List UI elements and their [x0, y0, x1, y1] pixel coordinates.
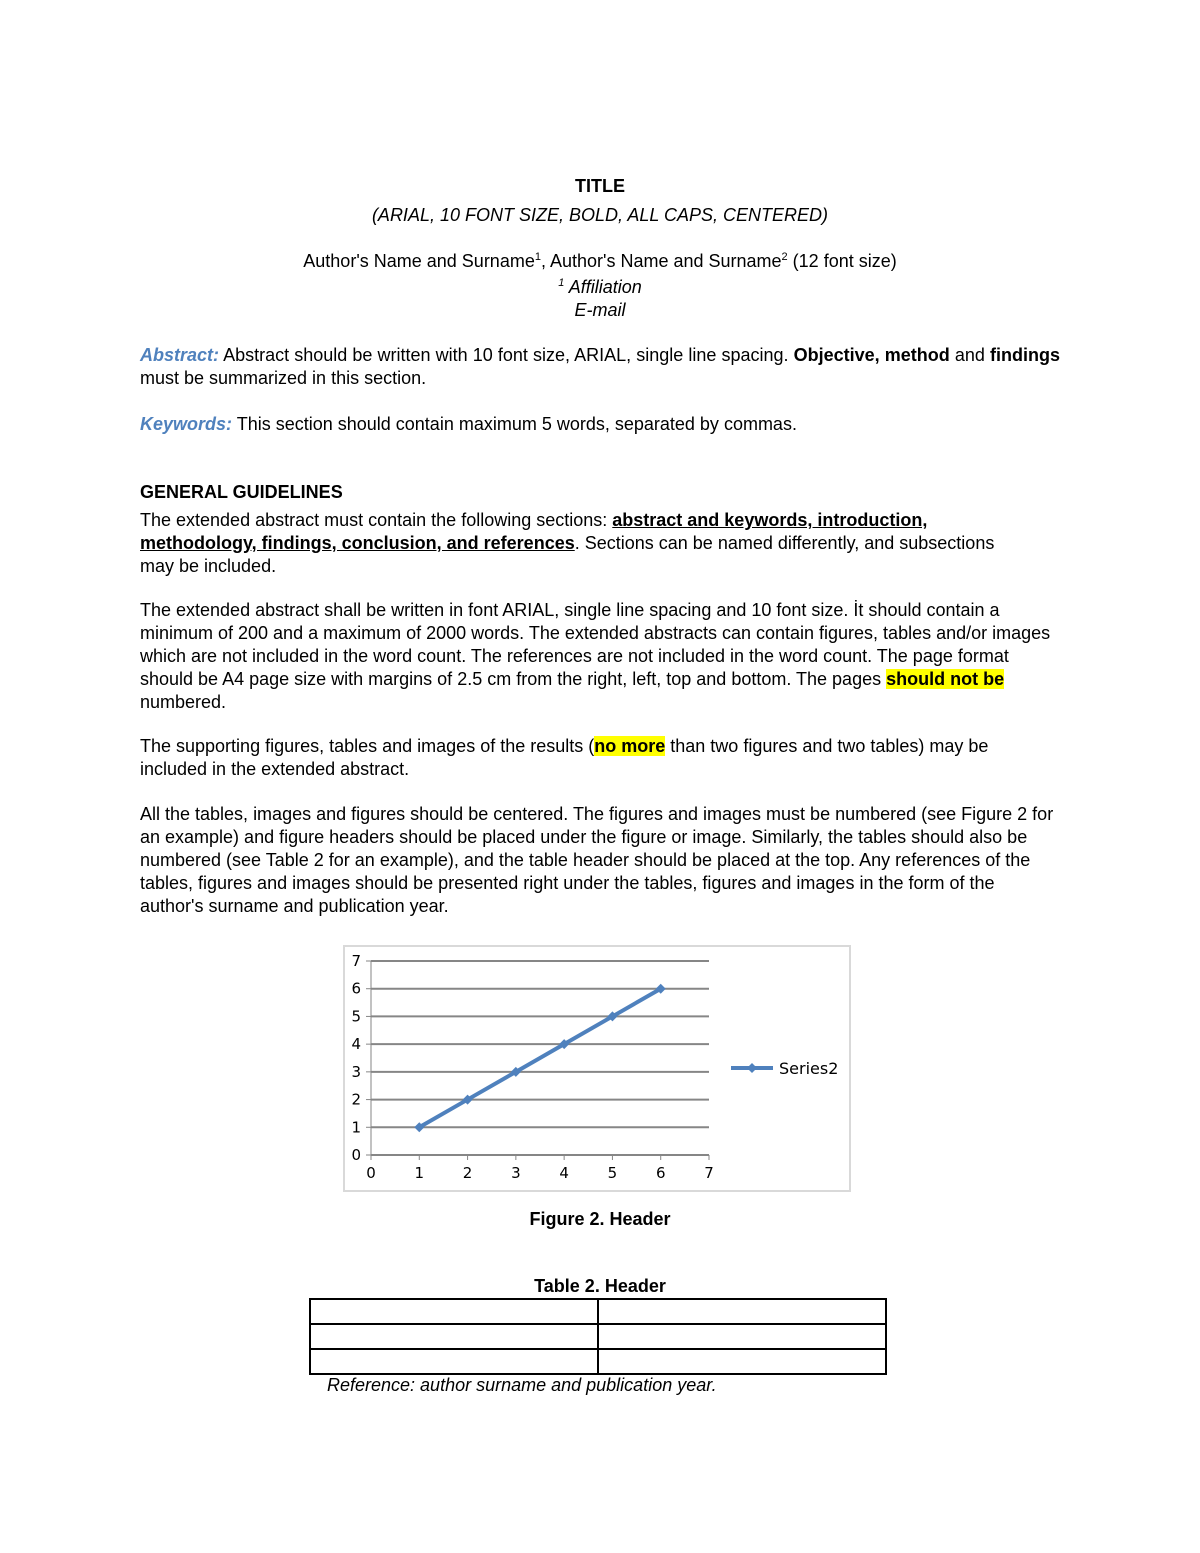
y-tick-label: 6 — [351, 979, 361, 998]
abstract-label: Abstract: — [140, 345, 220, 365]
table-cell — [598, 1324, 886, 1349]
x-tick-label: 6 — [655, 1164, 666, 1182]
p2-text-1: The extended abstract shall be written in font ARIAL, single line spacing and 10 font size. İt should contain a minimum of 200 and a maximum of 2000 words. The extended abstracts can contain figures, tables and/or images which are not included in the word count. The references are not included in the word count. The page format should be A4 page size with margins of 2.5 cm from the right, left, top and bottom. The pages — [140, 600, 1051, 689]
p3-text-1: The supporting figures, tables and images of the results ( — [140, 736, 595, 756]
y-tick-label: 3 — [351, 1062, 361, 1081]
abstract-text-1: Abstract should be written with 10 font size, ARIAL, single line spacing. — [219, 345, 794, 365]
table-row — [310, 1299, 886, 1324]
x-tick-label: 1 — [414, 1164, 425, 1182]
author-2: Author's Name and Surname — [549, 251, 782, 271]
legend-label: Series2 — [779, 1059, 839, 1078]
p3-highlight: no more — [594, 736, 666, 756]
y-tick-label: 2 — [351, 1090, 361, 1109]
x-tick-label: 3 — [511, 1164, 521, 1182]
table-row — [310, 1349, 886, 1374]
guidelines-paragraph-1 — [140, 509, 1020, 578]
author-line — [0, 251, 1200, 272]
affiliation-line — [0, 277, 1200, 298]
y-tick-label: 4 — [351, 1035, 361, 1054]
keywords-paragraph — [140, 413, 1060, 436]
guidelines-paragraph-4: All the tables, images and figures should be centered. The figures and images must be numbered (see Figure 2 for an example) and figure headers should be placed under the figure or image. Similarly, the tables should also be numbered (see Table 2 for an example), and the table header should be placed at the top. Any references of the tables, figures and images should be presented right under the tables, figures and images in the form of the author's surname and publication year. — [140, 804, 1054, 916]
y-tick-label: 7 — [351, 952, 361, 970]
abstract-text-3: must be summarized in this section. — [140, 368, 427, 388]
table-cell — [598, 1299, 886, 1324]
author-1-sup: 1 — [534, 251, 541, 263]
p2-highlight: should not be — [886, 669, 1005, 689]
table-cell — [310, 1299, 598, 1324]
abstract-text-2: and — [949, 345, 990, 365]
chart-svg — [345, 947, 849, 1190]
p1-text-1: The extended abstract must contain the following sections: — [140, 510, 613, 530]
table-cell — [598, 1349, 886, 1374]
abstract-paragraph — [140, 344, 1060, 390]
p1-text-2: . Sections can be named differently, and subsections may be included. — [140, 533, 995, 576]
x-tick-label: 2 — [462, 1164, 473, 1182]
guidelines-heading: GENERAL GUIDELINES — [140, 482, 343, 502]
table-row — [310, 1324, 886, 1349]
author-2-sup: 2 — [781, 251, 788, 263]
x-tick-label: 5 — [607, 1164, 618, 1182]
p2-text-2: numbered. — [140, 692, 227, 712]
abstract-bold-2: findings — [989, 345, 1060, 365]
font-note: (12 font size) — [787, 251, 897, 271]
p1-underlined: abstract and keywords, introduction, methodology, findings, conclusion, and references — [140, 510, 928, 553]
x-tick-label: 0 — [366, 1164, 376, 1182]
series-line — [419, 989, 660, 1128]
table-caption: Table 2. Header — [534, 1276, 666, 1296]
legend-marker — [747, 1063, 757, 1073]
x-tick-label: 7 — [704, 1164, 714, 1182]
author-1: Author's Name and Surname — [303, 251, 535, 271]
guidelines-paragraph-2 — [140, 599, 1060, 714]
keywords-label: Keywords: — [140, 414, 233, 434]
p3-text-2: than two figures and two tables) may be included in the extended abstract. — [140, 736, 989, 779]
figure-caption: Figure 2. Header — [529, 1209, 671, 1229]
email-line: E-mail — [574, 300, 626, 320]
line-chart — [343, 945, 851, 1192]
guidelines-paragraph-3 — [140, 735, 1060, 781]
doc-subtitle: (ARIAL, 10 FONT SIZE, BOLD, ALL CAPS, CENTERED) — [371, 205, 829, 225]
keywords-text: This section should contain maximum 5 words, separated by commas. — [232, 414, 797, 434]
table-cell — [310, 1324, 598, 1349]
abstract-bold-1: Objective, method — [793, 345, 950, 365]
doc-title: TITLE — [575, 176, 625, 196]
data-table — [309, 1298, 887, 1375]
x-tick-label: 4 — [559, 1164, 569, 1182]
table-cell — [310, 1349, 598, 1374]
y-tick-label: 0 — [351, 1146, 361, 1164]
y-tick-label: 1 — [351, 1118, 361, 1137]
y-tick-label: 5 — [351, 1007, 361, 1026]
reference-note: Reference: author surname and publication year. — [327, 1375, 717, 1395]
author-sep: , — [540, 251, 550, 271]
affiliation-sup: 1 — [558, 277, 565, 289]
affiliation: Affiliation — [568, 277, 642, 297]
